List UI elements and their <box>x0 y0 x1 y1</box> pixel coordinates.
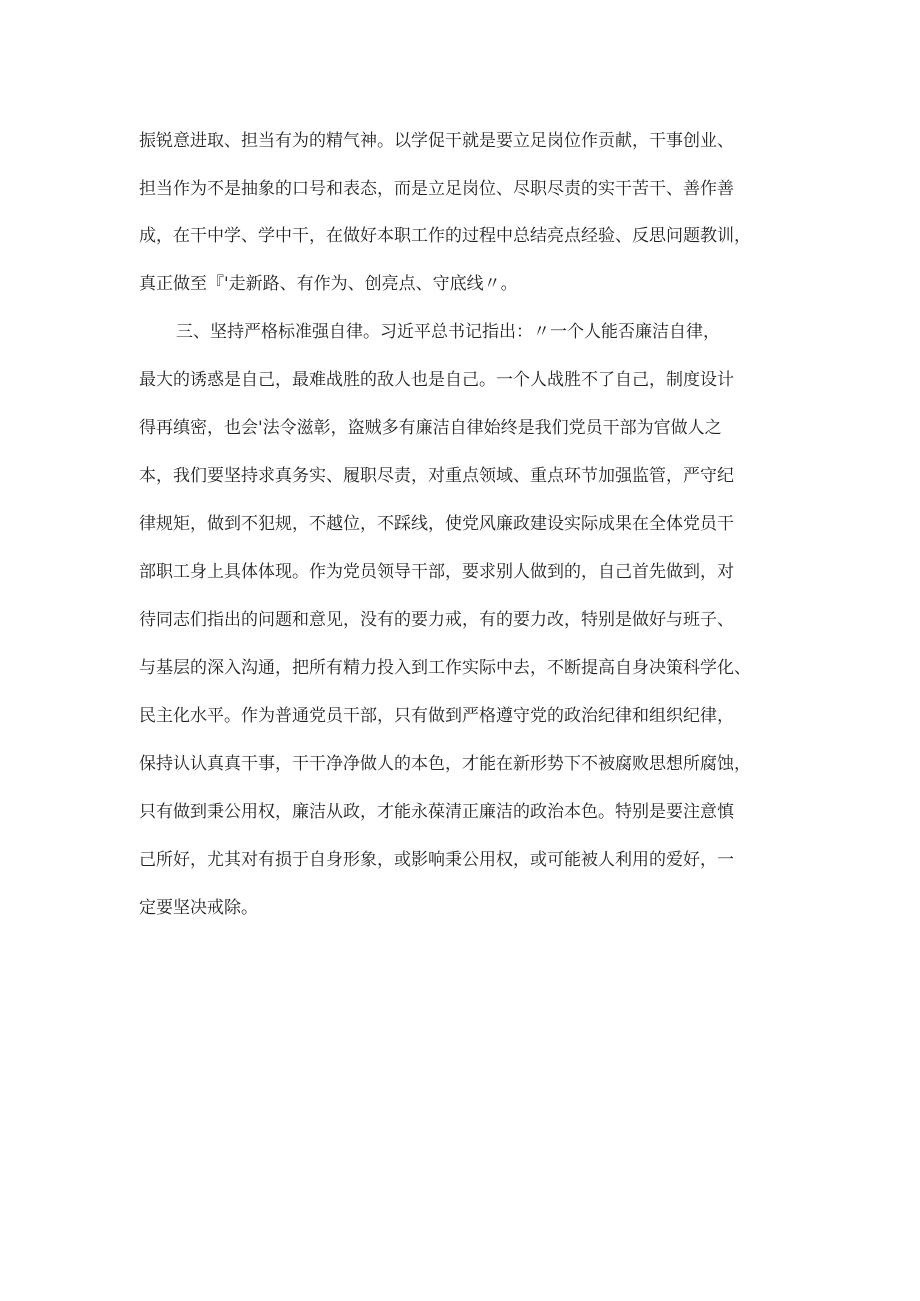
paragraph-heading-line: 三、坚持严格标准强自律。习近平总书记指出：〃一个人能否廉洁自律， <box>176 322 720 342</box>
text-line: 真正做至『'走新路、有作为、创亮点、守底线〃。 <box>139 274 518 294</box>
text-line: 担当作为不是抽象的口号和表态，而是立足岗位、尽职尽责的实干苦干、善作善 <box>139 179 734 199</box>
text-line: 定要坚决戒除。 <box>139 898 258 918</box>
text-line: 待同志们指出的问题和意见，没有的要力戒，有的要力改，特别是做好与班子、 <box>139 610 734 630</box>
text-line: 与基层的深入沟通，把所有精力投入到工作实际中去，不断提高自身决策科学化、 <box>139 658 751 678</box>
text-line: 最大的诱惑是自己，最难战胜的敌人也是自己。一个人战胜不了自己，制度设计 <box>139 370 734 390</box>
text-line: 振锐意进取、担当有为的精气神。以学促干就是要立足岗位作贡献，干事创业、 <box>139 131 734 151</box>
text-line: 部职工身上具体体现。作为党员领导干部，要求别人做到的，自己首先做到，对 <box>139 562 734 582</box>
text-line: 民主化水平。作为普通党员干部，只有做到严格遵守党的政治纪律和组织纪律， <box>139 706 734 726</box>
text-line: 得再缜密，也会'法令滋彰，盗贼多有廉洁自律始终是我们党员干部为官做人之 <box>139 418 722 438</box>
text-line: 只有做到秉公用权，廉洁从政，才能永葆清正廉洁的政治本色。特别是要注意慎 <box>139 802 734 822</box>
text-line: 成，在干中学、学中干，在做好本职工作的过程中总结亮点经验、反思问题教训， <box>139 226 751 246</box>
text-line: 保持认认真真干事，干干净净做人的本色，才能在新形势下不被腐败思想所腐蚀， <box>139 754 751 774</box>
text-line: 本，我们要坚持求真务实、履职尽责，对重点领域、重点环节加强监管，严守纪 <box>139 466 734 486</box>
text-line: 律规矩，做到不犯规，不越位，不踩线，使党风廉政建设实际成果在全体党员干 <box>139 514 734 534</box>
text-line: 己所好，尤其对有损于自身形象，或影响秉公用权，或可能被人利用的爱好，一 <box>139 850 734 870</box>
